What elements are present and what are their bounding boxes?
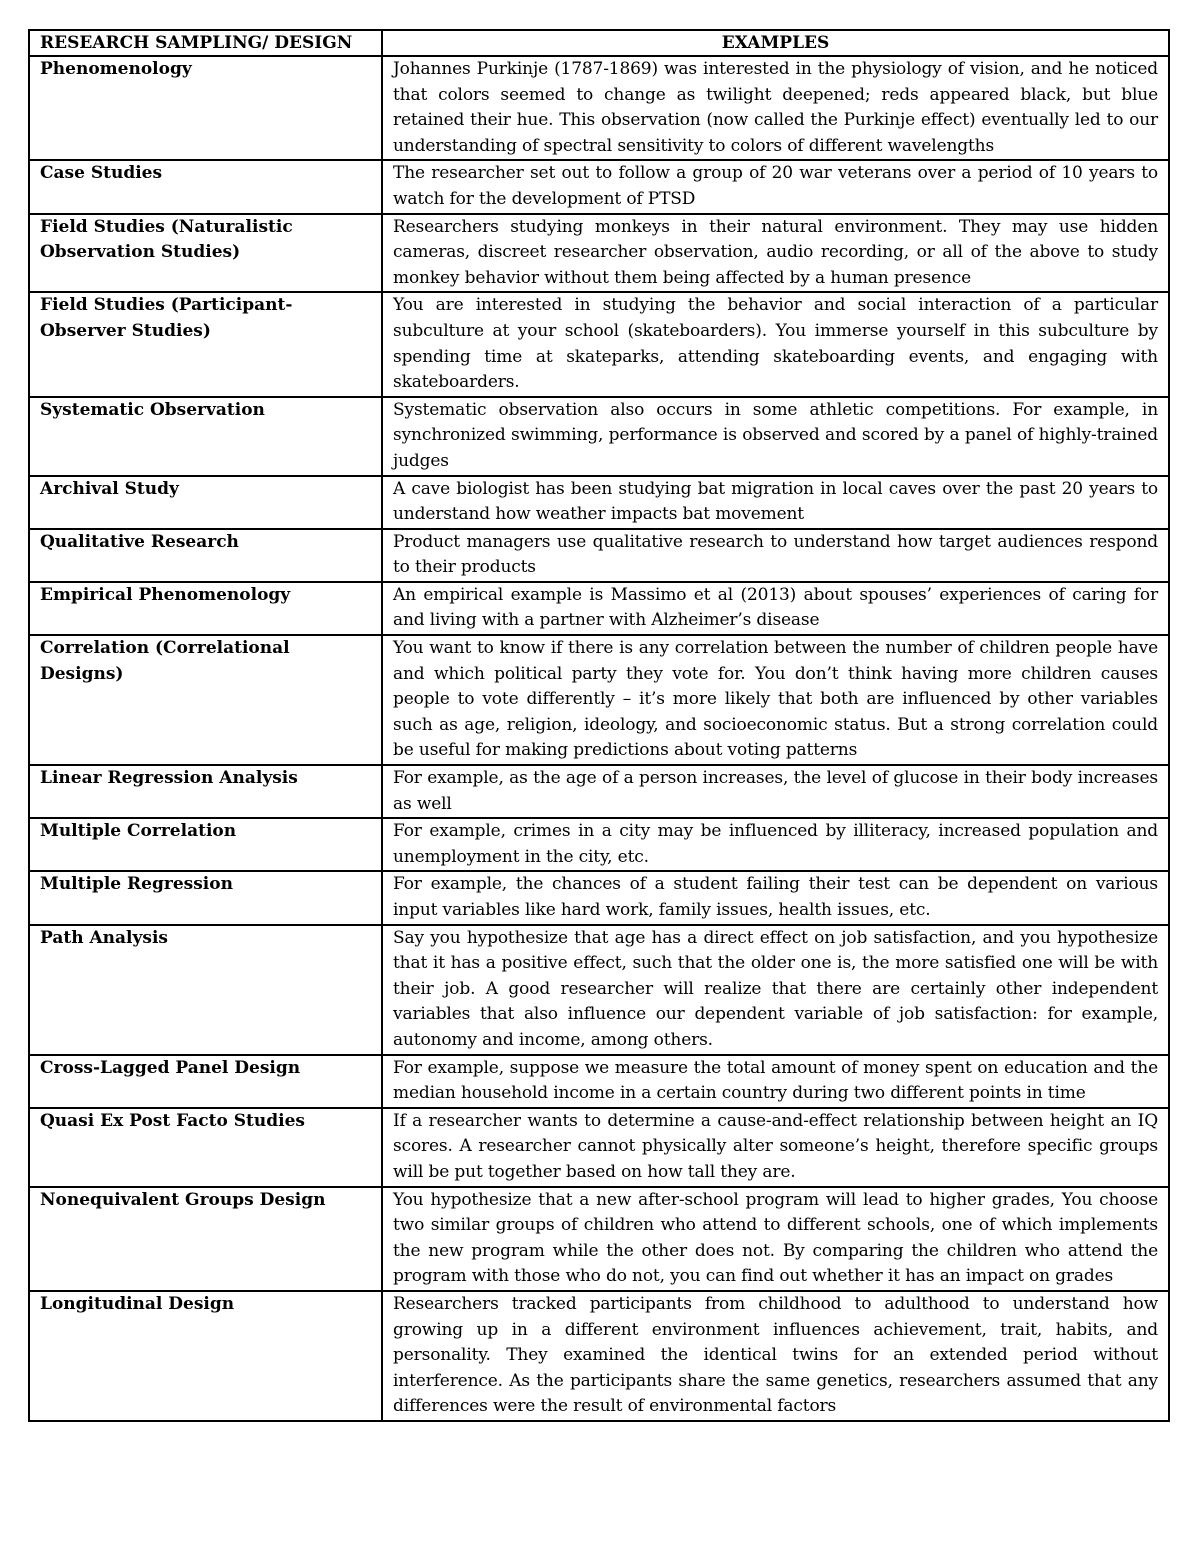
design-cell: Empirical Phenomenology (29, 582, 382, 635)
examples-column-header: EXAMPLES (382, 30, 1169, 56)
document-page (28, 29, 1168, 1422)
example-cell: An empirical example is Massimo et al (2013) about spouses’ experiences of caring for and living with a partner with Alzheimer’s disease (382, 582, 1169, 635)
header-row (29, 30, 1169, 56)
table-row (29, 1055, 1169, 1108)
design-cell: Systematic Observation (29, 397, 382, 476)
table-row (29, 476, 1169, 529)
design-cell: Qualitative Research (29, 529, 382, 582)
example-cell: You are interested in studying the behavior and social interaction of a particular subculture at your school (skateboarders). You immerse yourself in this subculture by spending time at skateparks, attending skateboarding events, and engaging with skateboarders. (382, 292, 1169, 396)
table-body (29, 56, 1169, 1421)
design-cell: Path Analysis (29, 925, 382, 1055)
design-cell: Longitudinal Design (29, 1291, 382, 1421)
example-cell: If a researcher wants to determine a cause-and-effect relationship between height an IQ scores. A researcher cannot physically alter someone’s height, therefore specific groups will be put together based on how tall they are. (382, 1108, 1169, 1187)
example-cell: Say you hypothesize that age has a direct effect on job satisfaction, and you hypothesize that it has a positive effect, such that the older one is, the more satisfied one will be with their job. A good researcher will realize that there are certainly other independent variables that also influence our dependent variable of job satisfaction: for example, autonomy and income, among others. (382, 925, 1169, 1055)
design-cell: Phenomenology (29, 56, 382, 160)
design-cell: Case Studies (29, 160, 382, 213)
table-row (29, 56, 1169, 160)
example-cell: Product managers use qualitative research to understand how target audiences respond to their products (382, 529, 1169, 582)
table-row (29, 818, 1169, 871)
example-cell: For example, suppose we measure the total amount of money spent on education and the median household income in a certain country during two different points in time (382, 1055, 1169, 1108)
design-cell: Archival Study (29, 476, 382, 529)
research-design-table (28, 29, 1170, 1422)
table-row (29, 529, 1169, 582)
table-row (29, 397, 1169, 476)
table-row (29, 635, 1169, 765)
table-row (29, 292, 1169, 396)
table-row (29, 214, 1169, 293)
example-cell: Systematic observation also occurs in some athletic competitions. For example, in synchronized swimming, performance is observed and scored by a panel of highly-trained judges (382, 397, 1169, 476)
example-cell: For example, the chances of a student failing their test can be dependent on various input variables like hard work, family issues, health issues, etc. (382, 871, 1169, 924)
example-cell: The researcher set out to follow a group of 20 war veterans over a period of 10 years to watch for the development of PTSD (382, 160, 1169, 213)
design-cell: Correlation (Correlational Designs) (29, 635, 382, 765)
example-cell: You want to know if there is any correlation between the number of children people have and which political party they vote for. You don’t think having more children causes people to vote differently – it’s more likely that both are influenced by other variables such as age, religion, ideology, and socioeconomic status. But a strong correlation could be useful for making predictions about voting patterns (382, 635, 1169, 765)
table-header (29, 30, 1169, 56)
table-row (29, 1291, 1169, 1421)
design-cell: Nonequivalent Groups Design (29, 1187, 382, 1291)
table-row (29, 925, 1169, 1055)
table-row (29, 1108, 1169, 1187)
table-row (29, 582, 1169, 635)
example-cell: For example, as the age of a person increases, the level of glucose in their body increases as well (382, 765, 1169, 818)
table-row (29, 1187, 1169, 1291)
design-cell: Linear Regression Analysis (29, 765, 382, 818)
example-cell: Johannes Purkinje (1787-1869) was interested in the physiology of vision, and he noticed that colors seemed to change as twilight deepened; reds appeared black, but blue retained their hue. This observation (now called the Purkinje effect) eventually led to our understanding of spectral sensitivity to colors of different wavelengths (382, 56, 1169, 160)
example-cell: Researchers studying monkeys in their natural environment. They may use hidden cameras, discreet researcher observation, audio recording, or all of the above to study monkey behavior without them being affected by a human presence (382, 214, 1169, 293)
example-cell: A cave biologist has been studying bat migration in local caves over the past 20 years to understand how weather impacts bat movement (382, 476, 1169, 529)
design-cell: Field Studies (Participant-Observer Studies) (29, 292, 382, 396)
design-cell: Field Studies (Naturalistic Observation Studies) (29, 214, 382, 293)
design-column-header: RESEARCH SAMPLING/ DESIGN (29, 30, 382, 56)
table-row (29, 160, 1169, 213)
table-row (29, 765, 1169, 818)
design-cell: Multiple Correlation (29, 818, 382, 871)
design-cell: Cross-Lagged Panel Design (29, 1055, 382, 1108)
table-row (29, 871, 1169, 924)
design-cell: Multiple Regression (29, 871, 382, 924)
example-cell: You hypothesize that a new after-school program will lead to higher grades, You choose two similar groups of children who attend to different schools, one of which implements the new program while the other does not. By comparing the children who attend the program with those who do not, you can find out whether it has an impact on grades (382, 1187, 1169, 1291)
design-cell: Quasi Ex Post Facto Studies (29, 1108, 382, 1187)
example-cell: For example, crimes in a city may be influenced by illiteracy, increased population and unemployment in the city, etc. (382, 818, 1169, 871)
example-cell: Researchers tracked participants from childhood to adulthood to understand how growing up in a different environment influences achievement, trait, habits, and personality. They examined the identical twins for an extended period without interference. As the participants share the same genetics, researchers assumed that any differences were the result of environmental factors (382, 1291, 1169, 1421)
